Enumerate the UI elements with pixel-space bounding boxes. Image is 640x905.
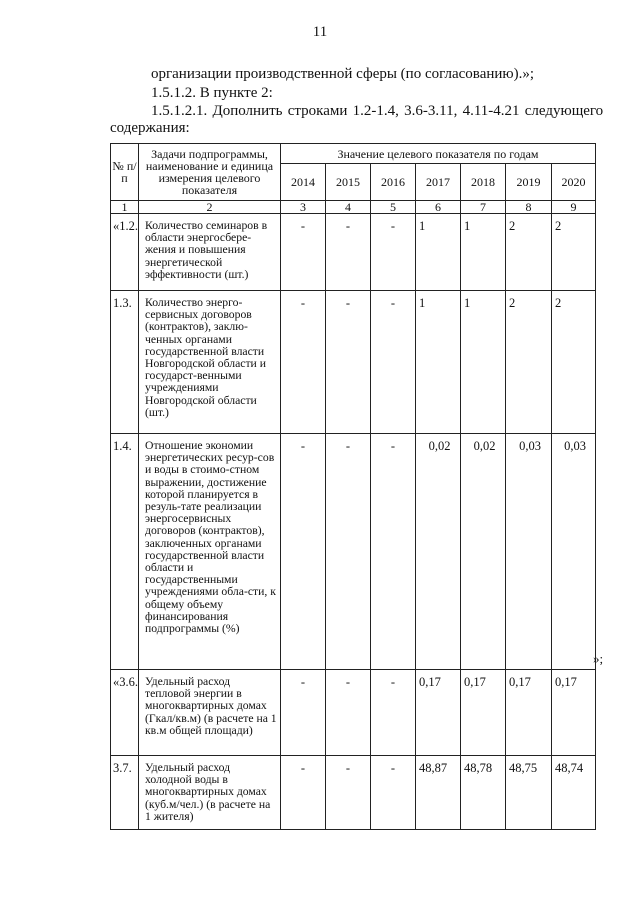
row-task: Удельный расход холодной воды в многоквартирных домах (куб.м/чел.) (в расчете на 1 жителя) — [139, 756, 281, 830]
row-value: - — [371, 670, 416, 756]
row-value: 2 — [506, 214, 552, 291]
header-year: 2020 — [552, 164, 596, 201]
header-number: № п/п — [111, 144, 139, 201]
row-value: - — [326, 291, 371, 434]
paragraph-3: 1.5.1.2.1. Дополнить строками 1.2-1.4, 3.6-3.11, 4.11-4.21 следующего — [151, 103, 604, 119]
target-indicators-table — [110, 143, 596, 830]
table-row — [111, 670, 596, 756]
row-value: - — [281, 291, 326, 434]
header-task: Задачи подпрограммы, наименование и единица измерения целевого показателя — [139, 144, 281, 201]
header-year: 2019 — [506, 164, 552, 201]
row-task: Количество энерго-сервисных договоров (контрактов), заклю-ченных органами государственной власти Новгородской области и государст-венными учреждениями Новгородской области (шт.) — [139, 291, 281, 434]
column-number: 7 — [461, 201, 506, 214]
row-value: 1 — [416, 214, 461, 291]
paragraph-4: содержания: — [110, 120, 190, 136]
column-numbers-row — [111, 201, 596, 214]
table-row — [111, 214, 596, 291]
row-value: 48,74 — [552, 756, 596, 830]
row-value: - — [281, 434, 326, 670]
row-value: 0,03 — [506, 434, 552, 670]
header-year: 2015 — [326, 164, 371, 201]
row-value: 0,17 — [461, 670, 506, 756]
row-value: 2 — [506, 291, 552, 434]
row-number: 1.4. — [111, 434, 139, 670]
row-number: 1.3. — [111, 291, 139, 434]
row-value: - — [371, 434, 416, 670]
row-value: - — [326, 756, 371, 830]
row-value: - — [371, 756, 416, 830]
row-value: 48,75 — [506, 756, 552, 830]
column-number: 1 — [111, 201, 139, 214]
header-year: 2017 — [416, 164, 461, 201]
row-value: 2 — [552, 214, 596, 291]
column-number: 8 — [506, 201, 552, 214]
header-year: 2016 — [371, 164, 416, 201]
table-row — [111, 291, 596, 434]
page-number: 11 — [312, 24, 328, 40]
row-value: 1 — [416, 291, 461, 434]
row-value: - — [326, 670, 371, 756]
column-number: 3 — [281, 201, 326, 214]
row-value: - — [281, 214, 326, 291]
column-number: 2 — [139, 201, 281, 214]
row-value: 2 — [552, 291, 596, 434]
row-value: - — [371, 291, 416, 434]
column-number: 5 — [371, 201, 416, 214]
table-row — [111, 756, 596, 830]
row-number: 3.7. — [111, 756, 139, 830]
row-value: 0,02 — [461, 434, 506, 670]
row-value: - — [281, 670, 326, 756]
header-year: 2018 — [461, 164, 506, 201]
row-value: 0,03 — [552, 434, 596, 670]
row-value: 1 — [461, 291, 506, 434]
row-value: 0,17 — [416, 670, 461, 756]
row-task: Отношение экономии энергетических ресур-сов и воды в стоимо-стном выражении, достижение которой планируется в резуль-тате реализации энергосервисных договоров (контрактов), заключенных органами государственной власти области и государственными учреждениями обла-сти, к общему объему финансирования подпрограммы (%) — [139, 434, 281, 670]
row-number: «3.6. — [111, 670, 139, 756]
row-value: 0,17 — [552, 670, 596, 756]
row-task: Удельный расход тепловой энергии в многоквартирных домах (Гкал/кв.м) (в расчете на 1 кв.м общей площади) — [139, 670, 281, 756]
header-year: 2014 — [281, 164, 326, 201]
table-row — [111, 434, 596, 670]
row-value: - — [371, 214, 416, 291]
column-number: 6 — [416, 201, 461, 214]
row-task: Количество семинаров в области энергосбере-жения и повышения энергетической эффективности (шт.) — [139, 214, 281, 291]
row-value: 48,78 — [461, 756, 506, 830]
paragraph-2: 1.5.1.2. В пункте 2: — [151, 85, 273, 101]
row-value: - — [326, 434, 371, 670]
row-value: - — [326, 214, 371, 291]
row-value: 1 — [461, 214, 506, 291]
paragraph-1: организации производственной сферы (по согласованию).»; — [151, 66, 535, 82]
column-number: 9 — [552, 201, 596, 214]
header-values-caption: Значение целевого показателя по годам — [281, 144, 596, 164]
row-value: - — [281, 756, 326, 830]
row-value: 48,87 — [416, 756, 461, 830]
row-number: «1.2. — [111, 214, 139, 291]
row-value: 0,02 — [416, 434, 461, 670]
row-value: 0,17 — [506, 670, 552, 756]
column-number: 4 — [326, 201, 371, 214]
closing-quote-mark: »; — [593, 651, 604, 666]
